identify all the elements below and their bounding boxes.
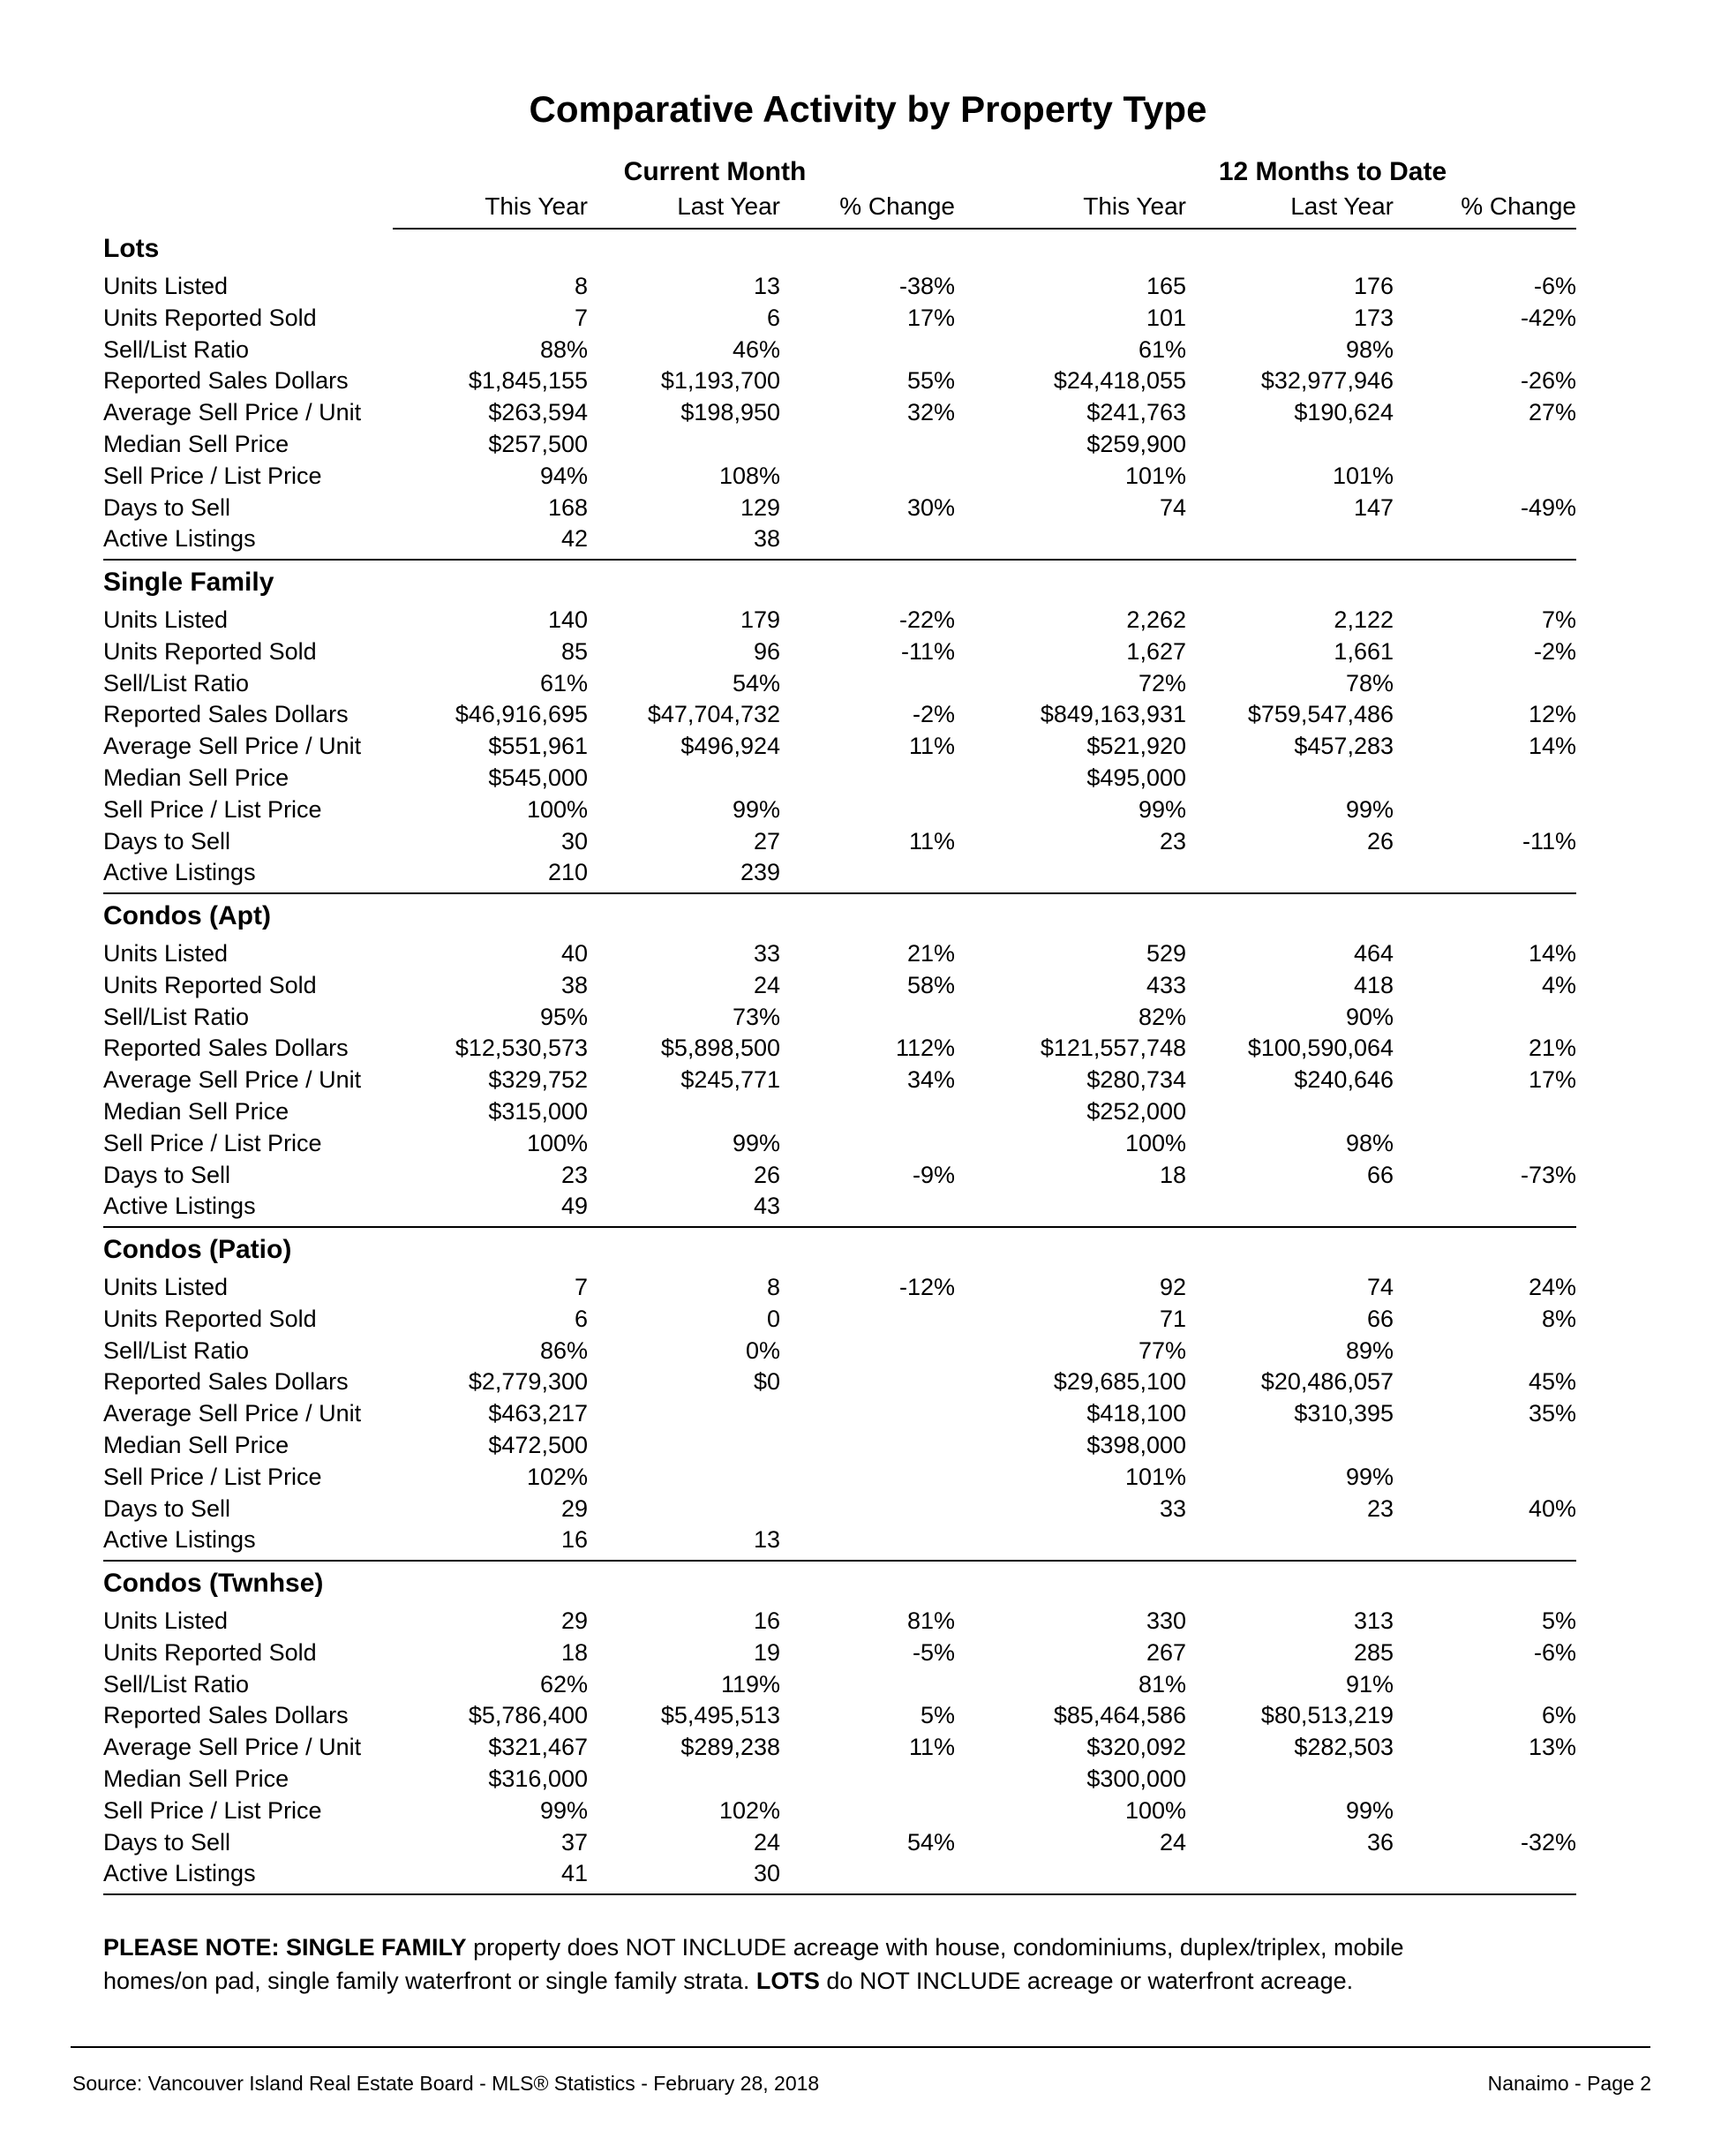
cell-last-year-ytd: 98%	[1345, 1129, 1394, 1156]
column-header-last-year-ytd: Last Year	[1290, 192, 1394, 220]
cell-last-year-ytd: 1,661	[1334, 637, 1394, 665]
row-label: Sell/List Ratio	[103, 1003, 250, 1030]
cell-this-year-ytd: $85,464,586	[1053, 1702, 1186, 1729]
cell-last-year-ytd: 418	[1353, 971, 1394, 998]
cell-pct-change: 55%	[906, 367, 955, 395]
row-label: Median Sell Price	[103, 764, 289, 791]
page-title: Comparative Activity by Property Type	[529, 88, 1207, 130]
section-divider	[103, 1226, 1576, 1228]
cell-this-year-ytd: $24,418,055	[1053, 367, 1186, 395]
cell-this-year: $2,779,300	[468, 1368, 588, 1396]
cell-last-year: $1,193,700	[660, 367, 780, 395]
row-label: Days to Sell	[103, 493, 231, 521]
cell-this-year: $263,594	[488, 399, 588, 426]
cell-this-year-ytd: 71	[1159, 1305, 1186, 1332]
row-label: Average Sell Price / Unit	[103, 399, 362, 426]
cell-this-year: 29	[560, 1494, 588, 1522]
cell-last-year: 179	[740, 606, 780, 633]
cell-this-year: 18	[560, 1638, 588, 1666]
cell-this-year: $551,961	[488, 733, 588, 760]
cell-pct-change-ytd: -32%	[1520, 1828, 1576, 1856]
cell-this-year: $1,845,155	[468, 367, 588, 395]
row-label: Active Listings	[103, 1860, 256, 1887]
cell-pct-change-ytd: 17%	[1528, 1066, 1576, 1094]
cell-last-year: 24	[753, 1828, 780, 1856]
cell-last-year: 6	[766, 304, 780, 331]
column-header-pct-change-ytd: % Change	[1461, 192, 1576, 220]
cell-pct-change: 112%	[895, 1035, 955, 1062]
row-label: Active Listings	[103, 859, 256, 886]
cell-last-year: 19	[753, 1638, 780, 1666]
row-label: Days to Sell	[103, 827, 231, 854]
cell-pct-change: -11%	[900, 637, 955, 665]
cell-pct-change: 11%	[908, 827, 955, 854]
cell-this-year-ytd: $252,000	[1086, 1098, 1186, 1125]
cell-this-year-ytd: 61%	[1138, 335, 1186, 363]
row-label: Reported Sales Dollars	[103, 1702, 349, 1729]
cell-this-year-ytd: 77%	[1138, 1336, 1186, 1364]
cell-pct-change-ytd: 35%	[1528, 1400, 1576, 1427]
row-label: Units Listed	[103, 606, 229, 633]
cell-last-year-ytd: 2,122	[1334, 606, 1394, 633]
row-label: Days to Sell	[103, 1161, 231, 1188]
cell-pct-change-ytd: -2%	[1533, 637, 1576, 665]
cell-this-year: $316,000	[488, 1765, 588, 1792]
cell-this-year-ytd: 92	[1159, 1274, 1186, 1300]
please-note	[103, 1931, 1480, 1998]
cell-pct-change-ytd: 40%	[1528, 1494, 1576, 1522]
cell-this-year: 41	[560, 1860, 588, 1887]
cell-this-year: 38	[560, 971, 588, 998]
cell-last-year: $496,924	[680, 733, 780, 760]
cell-last-year: 0	[766, 1305, 780, 1332]
cell-last-year-ytd: 98%	[1345, 335, 1394, 363]
section-title: Single Family	[103, 568, 274, 597]
cell-pct-change: 30%	[906, 493, 955, 521]
cell-this-year-ytd: 72%	[1138, 669, 1186, 696]
cell-last-year: 13	[753, 1526, 780, 1554]
row-label: Sell/List Ratio	[103, 335, 250, 363]
cell-this-year: $315,000	[488, 1098, 588, 1125]
row-label: Median Sell Price	[103, 1432, 289, 1458]
cell-last-year: 54%	[732, 669, 780, 696]
row-label: Median Sell Price	[103, 431, 289, 457]
cell-last-year-ytd: 66	[1366, 1161, 1394, 1188]
cell-last-year: $47,704,732	[647, 701, 780, 728]
cell-last-year-ytd: 23	[1366, 1494, 1394, 1522]
cell-this-year-ytd: 100%	[1124, 1796, 1186, 1824]
cell-pct-change: -12%	[898, 1274, 955, 1300]
column-header-this-year-ytd: This Year	[1083, 192, 1186, 220]
group-header-current-month: Current Month	[623, 157, 807, 186]
column-header-pct-change: % Change	[839, 192, 955, 220]
cell-this-year-ytd: $398,000	[1086, 1432, 1186, 1458]
row-label: Average Sell Price / Unit	[103, 1400, 362, 1427]
cell-this-year-ytd: $320,092	[1086, 1734, 1186, 1761]
cell-this-year: 23	[560, 1161, 588, 1188]
row-label: Average Sell Price / Unit	[103, 1066, 362, 1094]
cell-this-year-ytd: $241,763	[1086, 399, 1186, 426]
cell-pct-change: -38%	[898, 273, 955, 299]
section-title: Condos (Twnhse)	[103, 1569, 324, 1598]
cell-this-year: $12,530,573	[455, 1035, 588, 1062]
column-header-last-year: Last Year	[677, 192, 780, 220]
cell-pct-change: 5%	[920, 1702, 955, 1729]
cell-last-year-ytd: 36	[1366, 1828, 1394, 1856]
cell-last-year: 33	[753, 940, 780, 967]
note-label-lots: LOTS	[755, 1968, 820, 1994]
cell-pct-change-ytd: 12%	[1528, 701, 1576, 728]
cell-this-year: 49	[560, 1193, 588, 1220]
cell-this-year: $472,500	[488, 1432, 588, 1458]
cell-last-year-ytd: 464	[1353, 940, 1394, 967]
cell-last-year-ytd: 99%	[1345, 1796, 1394, 1824]
row-label: Active Listings	[103, 525, 256, 553]
cell-this-year: 88%	[539, 335, 588, 363]
row-label: Units Listed	[103, 940, 229, 967]
cell-last-year-ytd: $100,590,064	[1247, 1035, 1394, 1062]
cell-last-year: $289,238	[680, 1734, 780, 1761]
row-label: Active Listings	[103, 1526, 256, 1554]
cell-last-year-ytd: 66	[1366, 1305, 1394, 1332]
cell-this-year: 29	[560, 1607, 588, 1634]
cell-this-year: 95%	[539, 1003, 588, 1030]
cell-last-year-ytd: 101%	[1332, 462, 1394, 489]
footer-rule	[71, 2046, 1650, 2048]
cell-pct-change-ytd: 21%	[1528, 1035, 1576, 1062]
row-label: Sell Price / List Price	[103, 1129, 322, 1156]
cell-this-year: 42	[560, 525, 588, 553]
cell-this-year: 40	[560, 940, 588, 967]
row-label: Units Reported Sold	[103, 304, 317, 331]
cell-last-year: $245,771	[680, 1066, 780, 1094]
row-label: Sell Price / List Price	[103, 1796, 322, 1824]
cell-last-year: 73%	[732, 1003, 780, 1030]
cell-last-year-ytd: 78%	[1345, 669, 1394, 696]
cell-last-year-ytd: 285	[1353, 1638, 1394, 1666]
row-label: Reported Sales Dollars	[103, 701, 349, 728]
cell-this-year: 86%	[539, 1336, 588, 1364]
cell-this-year-ytd: 433	[1146, 971, 1186, 998]
cell-this-year-ytd: 165	[1146, 273, 1186, 299]
row-label: Units Listed	[103, 1274, 229, 1300]
row-label: Average Sell Price / Unit	[103, 733, 362, 760]
cell-pct-change: -5%	[912, 1638, 955, 1666]
cell-pct-change-ytd: 6%	[1541, 1702, 1576, 1729]
row-label: Reported Sales Dollars	[103, 367, 349, 395]
cell-pct-change-ytd: 27%	[1528, 399, 1576, 426]
cell-this-year-ytd: 74	[1159, 493, 1186, 521]
cell-this-year: 100%	[526, 1129, 588, 1156]
cell-this-year-ytd: 529	[1146, 940, 1186, 967]
cell-last-year: 16	[753, 1607, 780, 1634]
cell-this-year: 16	[560, 1526, 588, 1554]
row-label: Sell Price / List Price	[103, 462, 322, 489]
cell-this-year-ytd: $849,163,931	[1040, 701, 1186, 728]
cell-last-year: 24	[753, 971, 780, 998]
cell-last-year-ytd: 90%	[1345, 1003, 1394, 1030]
cell-pct-change: 32%	[906, 399, 955, 426]
cell-last-year-ytd: 91%	[1345, 1670, 1394, 1698]
cell-this-year: 140	[547, 606, 588, 633]
cell-this-year-ytd: 330	[1146, 1607, 1186, 1634]
cell-pct-change: 81%	[906, 1607, 955, 1634]
cell-last-year: 119%	[720, 1670, 780, 1698]
cell-last-year: 13	[753, 273, 780, 299]
cell-this-year-ytd: 81%	[1138, 1670, 1186, 1698]
cell-this-year: 37	[560, 1828, 588, 1856]
row-label: Median Sell Price	[103, 1098, 289, 1125]
footer-source: Source: Vancouver Island Real Estate Board - MLS® Statistics - February 28, 2018	[72, 2072, 820, 2095]
cell-last-year: 38	[753, 525, 780, 553]
row-label: Reported Sales Dollars	[103, 1035, 349, 1062]
cell-pct-change-ytd: -6%	[1533, 1638, 1576, 1666]
section-divider	[103, 559, 1576, 561]
cell-pct-change: 34%	[906, 1066, 955, 1094]
row-label: Units Listed	[103, 273, 229, 299]
cell-this-year: $463,217	[488, 1400, 588, 1427]
cell-pct-change-ytd: 5%	[1541, 1607, 1576, 1634]
cell-last-year-ytd: $759,547,486	[1247, 701, 1394, 728]
cell-this-year: 6	[574, 1305, 588, 1332]
cell-this-year: $321,467	[488, 1734, 588, 1761]
cell-this-year: 62%	[539, 1670, 588, 1698]
cell-last-year: 27	[753, 827, 780, 854]
cell-this-year-ytd: 267	[1146, 1638, 1186, 1666]
cell-this-year-ytd: $259,900	[1086, 431, 1186, 457]
cell-pct-change-ytd: 45%	[1528, 1368, 1576, 1396]
cell-pct-change: 17%	[906, 304, 955, 331]
note-text-1: property does NOT INCLUDE acreage with house, condominiums, duplex/triplex, mobile homes/on pad, single family waterfront or single family strata.	[103, 1934, 1404, 1994]
cell-pct-change: 54%	[906, 1828, 955, 1856]
section-divider	[103, 892, 1576, 894]
cell-pct-change-ytd: -42%	[1520, 304, 1576, 331]
cell-last-year-ytd: $20,486,057	[1260, 1368, 1394, 1396]
cell-this-year: $5,786,400	[468, 1702, 588, 1729]
cell-last-year: $5,495,513	[660, 1702, 780, 1729]
cell-this-year-ytd: $495,000	[1086, 764, 1186, 791]
cell-last-year-ytd: 74	[1366, 1274, 1394, 1300]
cell-last-year-ytd: $240,646	[1294, 1066, 1394, 1094]
cell-this-year: 100%	[526, 795, 588, 823]
cell-last-year-ytd: 173	[1353, 304, 1394, 331]
cell-this-year: 85	[560, 637, 588, 665]
cell-last-year-ytd: 26	[1366, 827, 1394, 854]
cell-last-year-ytd: 147	[1353, 493, 1394, 521]
cell-this-year-ytd: $300,000	[1086, 1765, 1186, 1792]
row-label: Units Listed	[103, 1607, 229, 1634]
cell-last-year: 239	[740, 859, 780, 886]
cell-last-year: 30	[753, 1860, 780, 1887]
section-divider	[103, 1560, 1576, 1562]
cell-pct-change: 11%	[908, 733, 955, 760]
cell-this-year-ytd: 100%	[1124, 1129, 1186, 1156]
cell-this-year-ytd: 1,627	[1126, 637, 1186, 665]
cell-pct-change-ytd: 14%	[1528, 940, 1576, 967]
cell-this-year: 168	[547, 493, 588, 521]
cell-pct-change-ytd: -26%	[1520, 367, 1576, 395]
cell-last-year: 129	[740, 493, 780, 521]
cell-this-year: 61%	[539, 669, 588, 696]
cell-last-year: 43	[753, 1193, 780, 1220]
cell-pct-change-ytd: 14%	[1528, 733, 1576, 760]
cell-this-year: $329,752	[488, 1066, 588, 1094]
cell-last-year-ytd: $80,513,219	[1260, 1702, 1394, 1729]
cell-this-year: $545,000	[488, 764, 588, 791]
cell-this-year: 210	[547, 859, 588, 886]
row-label: Average Sell Price / Unit	[103, 1734, 362, 1761]
footer-page-number: Nanaimo - Page 2	[1487, 2072, 1651, 2095]
row-label: Sell/List Ratio	[103, 1670, 250, 1698]
row-label: Reported Sales Dollars	[103, 1368, 349, 1396]
cell-this-year-ytd: $521,920	[1086, 733, 1186, 760]
cell-last-year-ytd: 89%	[1345, 1336, 1394, 1364]
header-rule	[393, 228, 1576, 230]
row-label: Sell Price / List Price	[103, 1463, 322, 1490]
cell-this-year-ytd: 23	[1159, 827, 1186, 854]
cell-pct-change: -22%	[898, 606, 955, 633]
cell-last-year: 99%	[732, 795, 780, 823]
cell-this-year-ytd: $280,734	[1086, 1066, 1186, 1094]
cell-last-year: 99%	[732, 1129, 780, 1156]
cell-last-year-ytd: $32,977,946	[1260, 367, 1394, 395]
row-label: Days to Sell	[103, 1494, 231, 1522]
cell-this-year: 99%	[539, 1796, 588, 1824]
cell-last-year: $5,898,500	[660, 1035, 780, 1062]
section-title: Condos (Patio)	[103, 1235, 292, 1264]
cell-this-year-ytd: $29,685,100	[1053, 1368, 1186, 1396]
cell-this-year-ytd: 2,262	[1126, 606, 1186, 633]
cell-last-year-ytd: 99%	[1345, 795, 1394, 823]
cell-pct-change-ytd: 13%	[1528, 1734, 1576, 1761]
cell-last-year: $0	[753, 1368, 780, 1396]
cell-last-year-ytd: 313	[1353, 1607, 1394, 1634]
cell-this-year-ytd: 101%	[1124, 462, 1186, 489]
cell-last-year-ytd: 176	[1353, 273, 1394, 299]
row-label: Sell/List Ratio	[103, 1336, 250, 1364]
column-header-this-year: This Year	[485, 192, 588, 220]
row-label: Active Listings	[103, 1193, 256, 1220]
cell-last-year-ytd: 99%	[1345, 1463, 1394, 1490]
cell-last-year: 0%	[745, 1336, 780, 1364]
cell-last-year: $198,950	[680, 399, 780, 426]
cell-pct-change-ytd: 7%	[1541, 606, 1576, 633]
cell-this-year-ytd: 101	[1146, 304, 1186, 331]
group-header-12-months: 12 Months to Date	[1218, 157, 1447, 186]
cell-last-year: 108%	[718, 462, 780, 489]
cell-pct-change: -9%	[912, 1161, 955, 1188]
cell-pct-change: 58%	[906, 971, 955, 998]
cell-this-year: 7	[574, 304, 588, 331]
cell-this-year: 8	[574, 273, 588, 299]
cell-last-year: 96	[753, 637, 780, 665]
cell-last-year-ytd: $190,624	[1294, 399, 1394, 426]
cell-last-year-ytd: $457,283	[1294, 733, 1394, 760]
section-title: Condos (Apt)	[103, 901, 271, 930]
cell-pct-change-ytd: 8%	[1541, 1305, 1576, 1332]
cell-this-year: $257,500	[488, 431, 588, 457]
cell-this-year-ytd: 18	[1159, 1161, 1186, 1188]
cell-this-year-ytd: 24	[1159, 1828, 1186, 1856]
cell-this-year: $46,916,695	[455, 701, 588, 728]
cell-last-year: 46%	[732, 335, 780, 363]
row-label: Days to Sell	[103, 1828, 231, 1856]
cell-pct-change-ytd: -11%	[1522, 827, 1576, 854]
cell-pct-change-ytd: -6%	[1533, 273, 1576, 299]
row-label: Median Sell Price	[103, 1765, 289, 1792]
cell-last-year: 26	[753, 1161, 780, 1188]
cell-last-year-ytd: $282,503	[1294, 1734, 1394, 1761]
cell-pct-change-ytd: -73%	[1520, 1161, 1576, 1188]
cell-this-year-ytd: 101%	[1124, 1463, 1186, 1490]
cell-pct-change: 21%	[906, 940, 955, 967]
cell-pct-change: -2%	[912, 701, 955, 728]
row-label: Units Reported Sold	[103, 1638, 317, 1666]
row-label: Sell Price / List Price	[103, 795, 322, 823]
cell-this-year: 7	[574, 1274, 588, 1300]
cell-this-year-ytd: 82%	[1138, 1003, 1186, 1030]
cell-pct-change-ytd: 24%	[1528, 1274, 1576, 1300]
row-label: Units Reported Sold	[103, 971, 317, 998]
section-divider	[103, 1893, 1576, 1895]
cell-this-year: 102%	[526, 1463, 588, 1490]
cell-pct-change-ytd: -49%	[1520, 493, 1576, 521]
cell-pct-change-ytd: 4%	[1541, 971, 1576, 998]
cell-this-year-ytd: $418,100	[1086, 1400, 1186, 1427]
cell-this-year-ytd: $121,557,748	[1040, 1035, 1186, 1062]
section-title: Lots	[103, 234, 160, 263]
row-label: Units Reported Sold	[103, 1305, 317, 1332]
cell-last-year-ytd: $310,395	[1294, 1400, 1394, 1427]
cell-this-year: 94%	[539, 462, 588, 489]
row-label: Units Reported Sold	[103, 637, 317, 665]
cell-pct-change: 11%	[908, 1734, 955, 1761]
cell-this-year-ytd: 33	[1159, 1494, 1186, 1522]
cell-last-year: 8	[766, 1274, 780, 1300]
cell-this-year-ytd: 99%	[1138, 795, 1186, 823]
note-text-2: do NOT INCLUDE acreage or waterfront acreage.	[819, 1968, 1354, 1994]
cell-this-year: 30	[560, 827, 588, 854]
note-label-single-family: PLEASE NOTE: SINGLE FAMILY	[103, 1934, 467, 1961]
row-label: Sell/List Ratio	[103, 669, 250, 696]
cell-last-year: 102%	[718, 1796, 780, 1824]
